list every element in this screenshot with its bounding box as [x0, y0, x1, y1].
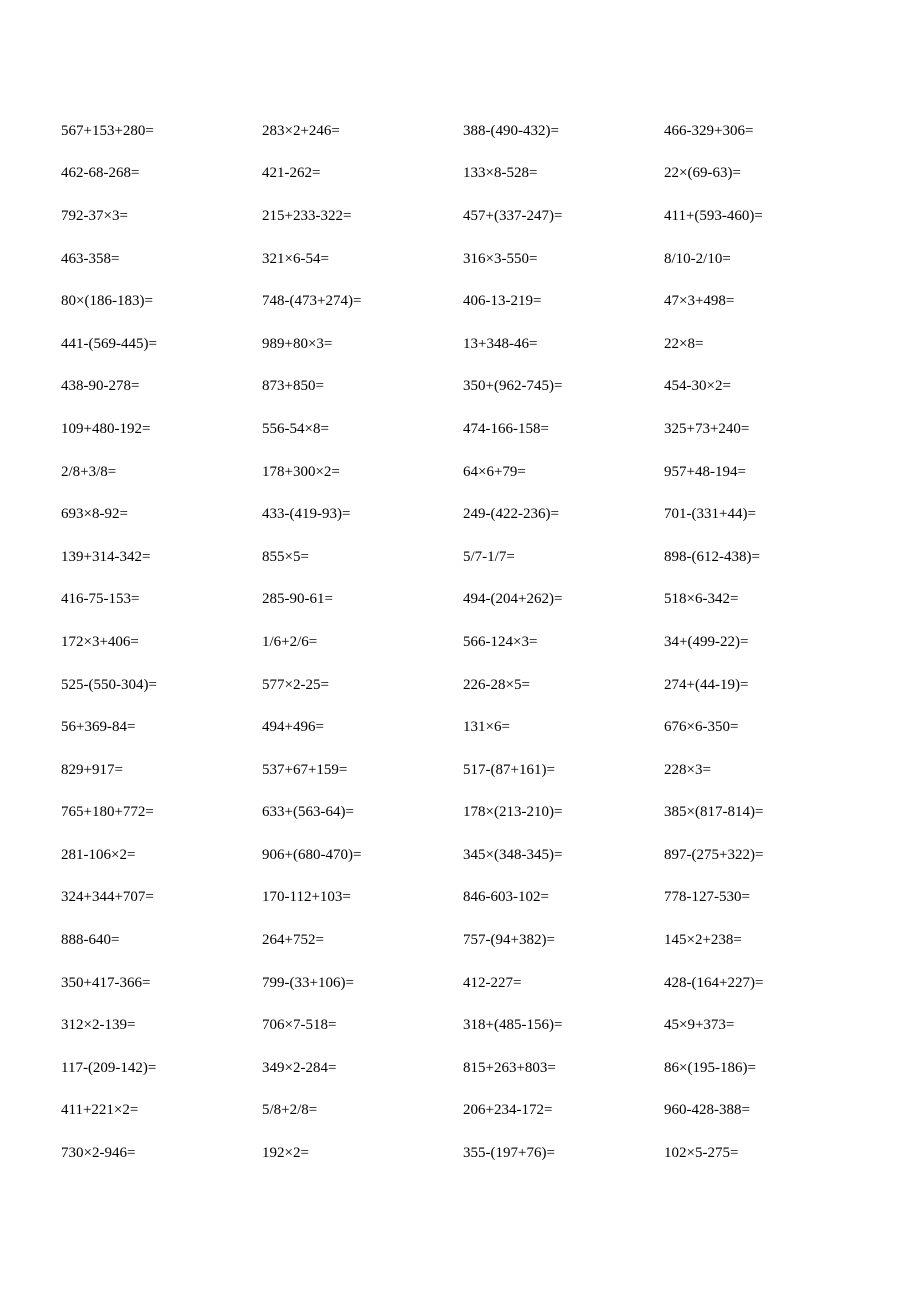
problem-cell: 34+(499-22)= — [664, 633, 749, 650]
problem-cell: 799-(33+106)= — [262, 974, 354, 991]
problem-cell: 676×6-350= — [664, 719, 739, 736]
problem-cell: 5/8+2/8= — [262, 1102, 318, 1119]
problem-cell: 228×3= — [664, 761, 711, 778]
problem-row — [61, 877, 881, 920]
problem-row — [61, 153, 881, 196]
problem-cell: 388-(490-432)= — [463, 122, 559, 139]
problem-cell: 474-166-158= — [463, 420, 549, 437]
problem-cell: 249-(422-236)= — [463, 506, 559, 523]
problem-cell: 324+344+707= — [61, 889, 154, 906]
problem-row — [61, 621, 881, 664]
problem-row — [61, 1132, 881, 1175]
problem-cell: 281-106×2= — [61, 846, 136, 863]
problem-cell: 264+752= — [262, 932, 324, 949]
problem-cell: 433-(419-93)= — [262, 506, 351, 523]
problem-cell: 778-127-530= — [664, 889, 750, 906]
problem-cell: 86×(195-186)= — [664, 1059, 756, 1076]
problem-cell: 47×3+498= — [664, 293, 735, 310]
problem-cell: 109+480-192= — [61, 420, 151, 437]
problem-cell: 438-90-278= — [61, 378, 140, 395]
problem-cell: 45×9+373= — [664, 1017, 735, 1034]
problem-row — [61, 1047, 881, 1090]
problem-cell: 2/8+3/8= — [61, 463, 117, 480]
problem-cell: 64×6+79= — [463, 463, 526, 480]
problem-cell: 22×(69-63)= — [664, 165, 741, 182]
problem-cell: 178×(213-210)= — [463, 804, 563, 821]
problem-cell: 525-(550-304)= — [61, 676, 157, 693]
problem-cell: 192×2= — [262, 1145, 309, 1162]
problem-cell: 226-28×5= — [463, 676, 530, 693]
problem-row — [61, 408, 881, 451]
problem-row — [61, 493, 881, 536]
problem-cell: 757-(94+382)= — [463, 932, 555, 949]
problem-row — [61, 919, 881, 962]
problem-row — [61, 706, 881, 749]
problem-cell: 873+850= — [262, 378, 324, 395]
problem-grid — [61, 110, 881, 1175]
problem-cell: 462-68-268= — [61, 165, 140, 182]
problem-row — [61, 792, 881, 835]
problem-cell: 206+234-172= — [463, 1102, 553, 1119]
problem-cell: 318+(485-156)= — [463, 1017, 563, 1034]
problem-row — [61, 962, 881, 1005]
problem-row — [61, 451, 881, 494]
problem-row — [61, 110, 881, 153]
problem-cell: 412-227= — [463, 974, 522, 991]
problem-cell: 897-(275+322)= — [664, 846, 764, 863]
problem-row — [61, 834, 881, 877]
problem-cell: 170-112+103= — [262, 889, 351, 906]
problem-cell: 457+(337-247)= — [463, 207, 563, 224]
problem-cell: 701-(331+44)= — [664, 506, 756, 523]
problem-row — [61, 195, 881, 238]
problem-cell: 846-603-102= — [463, 889, 549, 906]
problem-cell: 355-(197+76)= — [463, 1145, 555, 1162]
problem-cell: 960-428-388= — [664, 1102, 750, 1119]
problem-cell: 22×8= — [664, 335, 704, 352]
problem-cell: 428-(164+227)= — [664, 974, 764, 991]
problem-cell: 829+917= — [61, 761, 123, 778]
problem-cell: 494-(204+262)= — [463, 591, 563, 608]
problem-cell: 765+180+772= — [61, 804, 154, 821]
problem-cell: 385×(817-814)= — [664, 804, 764, 821]
problem-row — [61, 280, 881, 323]
problem-cell: 411+(593-460)= — [664, 207, 763, 224]
problem-cell: 8/10-2/10= — [664, 250, 731, 267]
problem-row — [61, 366, 881, 409]
problem-cell: 285-90-61= — [262, 591, 333, 608]
problem-cell: 566-124×3= — [463, 633, 538, 650]
problem-cell: 133×8-528= — [463, 165, 538, 182]
problem-row — [61, 664, 881, 707]
problem-cell: 215+233-322= — [262, 207, 352, 224]
problem-cell: 957+48-194= — [664, 463, 746, 480]
problem-row — [61, 749, 881, 792]
problem-cell: 567+153+280= — [61, 122, 154, 139]
problem-cell: 316×3-550= — [463, 250, 538, 267]
problem-cell: 139+314-342= — [61, 548, 151, 565]
problem-row — [61, 1090, 881, 1133]
problem-cell: 350+(962-745)= — [463, 378, 563, 395]
problem-cell: 633+(563-64)= — [262, 804, 354, 821]
problem-cell: 421-262= — [262, 165, 321, 182]
problem-cell: 730×2-946= — [61, 1145, 136, 1162]
problem-cell: 537+67+159= — [262, 761, 348, 778]
problem-cell: 855×5= — [262, 548, 309, 565]
problem-cell: 5/7-1/7= — [463, 548, 515, 565]
problem-cell: 693×8-92= — [61, 506, 128, 523]
problem-cell: 888-640= — [61, 932, 120, 949]
problem-cell: 172×3+406= — [61, 633, 139, 650]
problem-cell: 494+496= — [262, 719, 324, 736]
problem-row — [61, 579, 881, 622]
problem-cell: 1/6+2/6= — [262, 633, 318, 650]
problem-cell: 906+(680-470)= — [262, 846, 362, 863]
problem-cell: 350+417-366= — [61, 974, 151, 991]
problem-cell: 416-75-153= — [61, 591, 140, 608]
problem-cell: 283×2+246= — [262, 122, 340, 139]
problem-cell: 518×6-342= — [664, 591, 739, 608]
problem-row — [61, 536, 881, 579]
problem-cell: 748-(473+274)= — [262, 293, 362, 310]
problem-cell: 145×2+238= — [664, 932, 742, 949]
problem-cell: 80×(186-183)= — [61, 293, 153, 310]
problem-cell: 325+73+240= — [664, 420, 750, 437]
problem-cell: 274+(44-19)= — [664, 676, 749, 693]
problem-cell: 406-13-219= — [463, 293, 542, 310]
problem-cell: 466-329+306= — [664, 122, 754, 139]
problem-cell: 706×7-518= — [262, 1017, 337, 1034]
problem-cell: 117-(209-142)= — [61, 1059, 157, 1076]
problem-cell: 345×(348-345)= — [463, 846, 563, 863]
problem-cell: 517-(87+161)= — [463, 761, 555, 778]
problem-cell: 463-358= — [61, 250, 120, 267]
problem-cell: 989+80×3= — [262, 335, 333, 352]
problem-cell: 411+221×2= — [61, 1102, 139, 1119]
problem-row — [61, 323, 881, 366]
problem-cell: 898-(612-438)= — [664, 548, 760, 565]
problem-cell: 321×6-54= — [262, 250, 329, 267]
problem-cell: 815+263+803= — [463, 1059, 556, 1076]
problem-cell: 312×2-139= — [61, 1017, 136, 1034]
problem-cell: 441-(569-445)= — [61, 335, 157, 352]
problem-row — [61, 238, 881, 281]
problem-cell: 102×5-275= — [664, 1145, 739, 1162]
problem-cell: 178+300×2= — [262, 463, 340, 480]
problem-cell: 454-30×2= — [664, 378, 731, 395]
problem-cell: 792-37×3= — [61, 207, 128, 224]
problem-row — [61, 1004, 881, 1047]
problem-cell: 56+369-84= — [61, 719, 136, 736]
problem-cell: 13+348-46= — [463, 335, 538, 352]
problem-cell: 556-54×8= — [262, 420, 329, 437]
problem-cell: 577×2-25= — [262, 676, 329, 693]
problem-cell: 131×6= — [463, 719, 510, 736]
problem-cell: 349×2-284= — [262, 1059, 337, 1076]
